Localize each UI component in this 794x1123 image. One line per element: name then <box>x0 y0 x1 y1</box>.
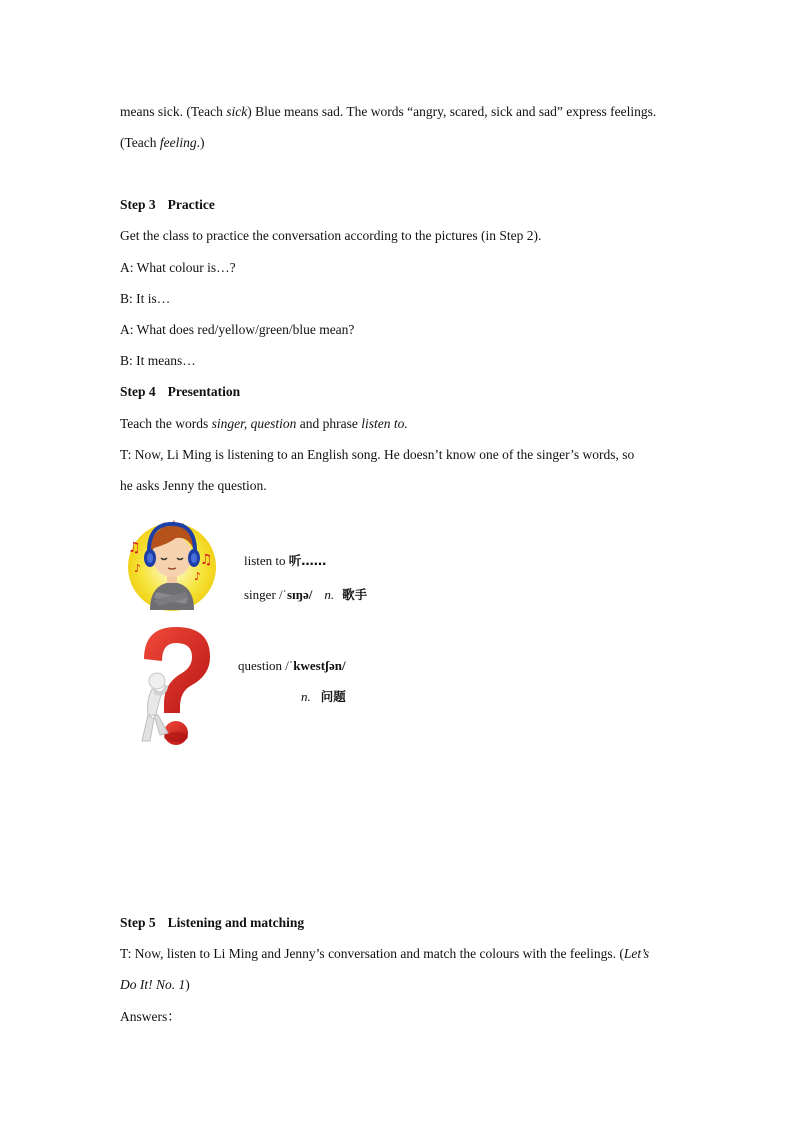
vocab-listen-to <box>244 552 326 570</box>
text-run: ) <box>185 977 190 992</box>
text-run: (Teach <box>120 135 160 150</box>
italic-reference: Do It! No. 1 <box>120 977 186 992</box>
step5-text-line <box>120 976 190 994</box>
step5-text-line <box>120 945 649 963</box>
vocab-part-of-speech: n. <box>324 587 335 602</box>
step-number: Step 3 <box>120 197 156 212</box>
dialog-line: A: What does red/yellow/green/blue mean? <box>120 322 355 337</box>
boy-listening-headphones-icon <box>124 514 220 612</box>
svg-text:♫: ♫ <box>128 540 141 556</box>
vocab-english: question / <box>238 658 289 673</box>
paragraph-line <box>120 103 656 121</box>
question-mark-figure-icon <box>126 623 216 749</box>
text-run: and phrase <box>296 416 362 431</box>
vocab-phonetic: ˈsɪŋə/ <box>282 587 313 602</box>
dialog-line: A: What colour is…? <box>120 260 236 275</box>
step3-heading <box>120 196 215 214</box>
vocab-singer <box>244 586 367 604</box>
vocab-chinese: 问题 <box>320 689 346 704</box>
step-number: Step 5 <box>120 915 156 930</box>
step4-heading <box>120 383 240 401</box>
vocab-question-meaning <box>301 688 346 706</box>
vocab-chinese: 听…… <box>288 553 327 568</box>
step-title: Practice <box>167 197 215 212</box>
svg-text:♪: ♪ <box>134 562 142 575</box>
italic-word: sick <box>226 104 248 119</box>
step4-intro <box>120 415 408 433</box>
vocab-chinese: 歌手 <box>342 587 368 602</box>
vocab-phonetic: ˈkwestʃən/ <box>288 658 346 673</box>
answers-label: Answers： <box>120 1009 181 1024</box>
text-run: T: Now, listen to Li Ming and Jenny’s conversation and match the colours with the feelings. ( <box>120 946 624 961</box>
vocab-question <box>238 657 346 675</box>
step-number: Step 4 <box>120 384 156 399</box>
paragraph-line <box>120 134 205 152</box>
svg-text:♪: ♪ <box>194 570 202 583</box>
step5-heading <box>120 914 304 932</box>
vocab-english: listen to <box>244 553 289 568</box>
step4-text-line: T: Now, Li Ming is listening to an English song. He doesn’t know one of the singer’s words, so <box>120 447 635 462</box>
vocab-part-of-speech: n. <box>301 689 311 704</box>
italic-word: listen to. <box>361 416 408 431</box>
text-run: ) Blue means sad. The words “angry, scared, sick and sad” express feelings. <box>247 104 657 119</box>
step-title: Presentation <box>167 384 241 399</box>
step-title: Listening and matching <box>167 915 305 930</box>
italic-word: question <box>247 416 297 431</box>
text-run: means sick. (Teach <box>120 104 227 119</box>
text-run: .) <box>196 135 205 150</box>
step3-intro: Get the class to practice the conversation according to the pictures (in Step 2). <box>120 228 542 243</box>
italic-reference: Let’s <box>623 946 650 961</box>
dialog-line: B: It means… <box>120 353 196 368</box>
italic-word: feeling <box>159 135 197 150</box>
svg-text:♫: ♫ <box>200 552 213 568</box>
vocab-english: singer / <box>244 587 283 602</box>
dialog-line: B: It is… <box>120 291 171 306</box>
italic-word: singer, <box>211 416 248 431</box>
text-run: Teach the words <box>120 416 212 431</box>
step4-text-line: he asks Jenny the question. <box>120 478 267 493</box>
